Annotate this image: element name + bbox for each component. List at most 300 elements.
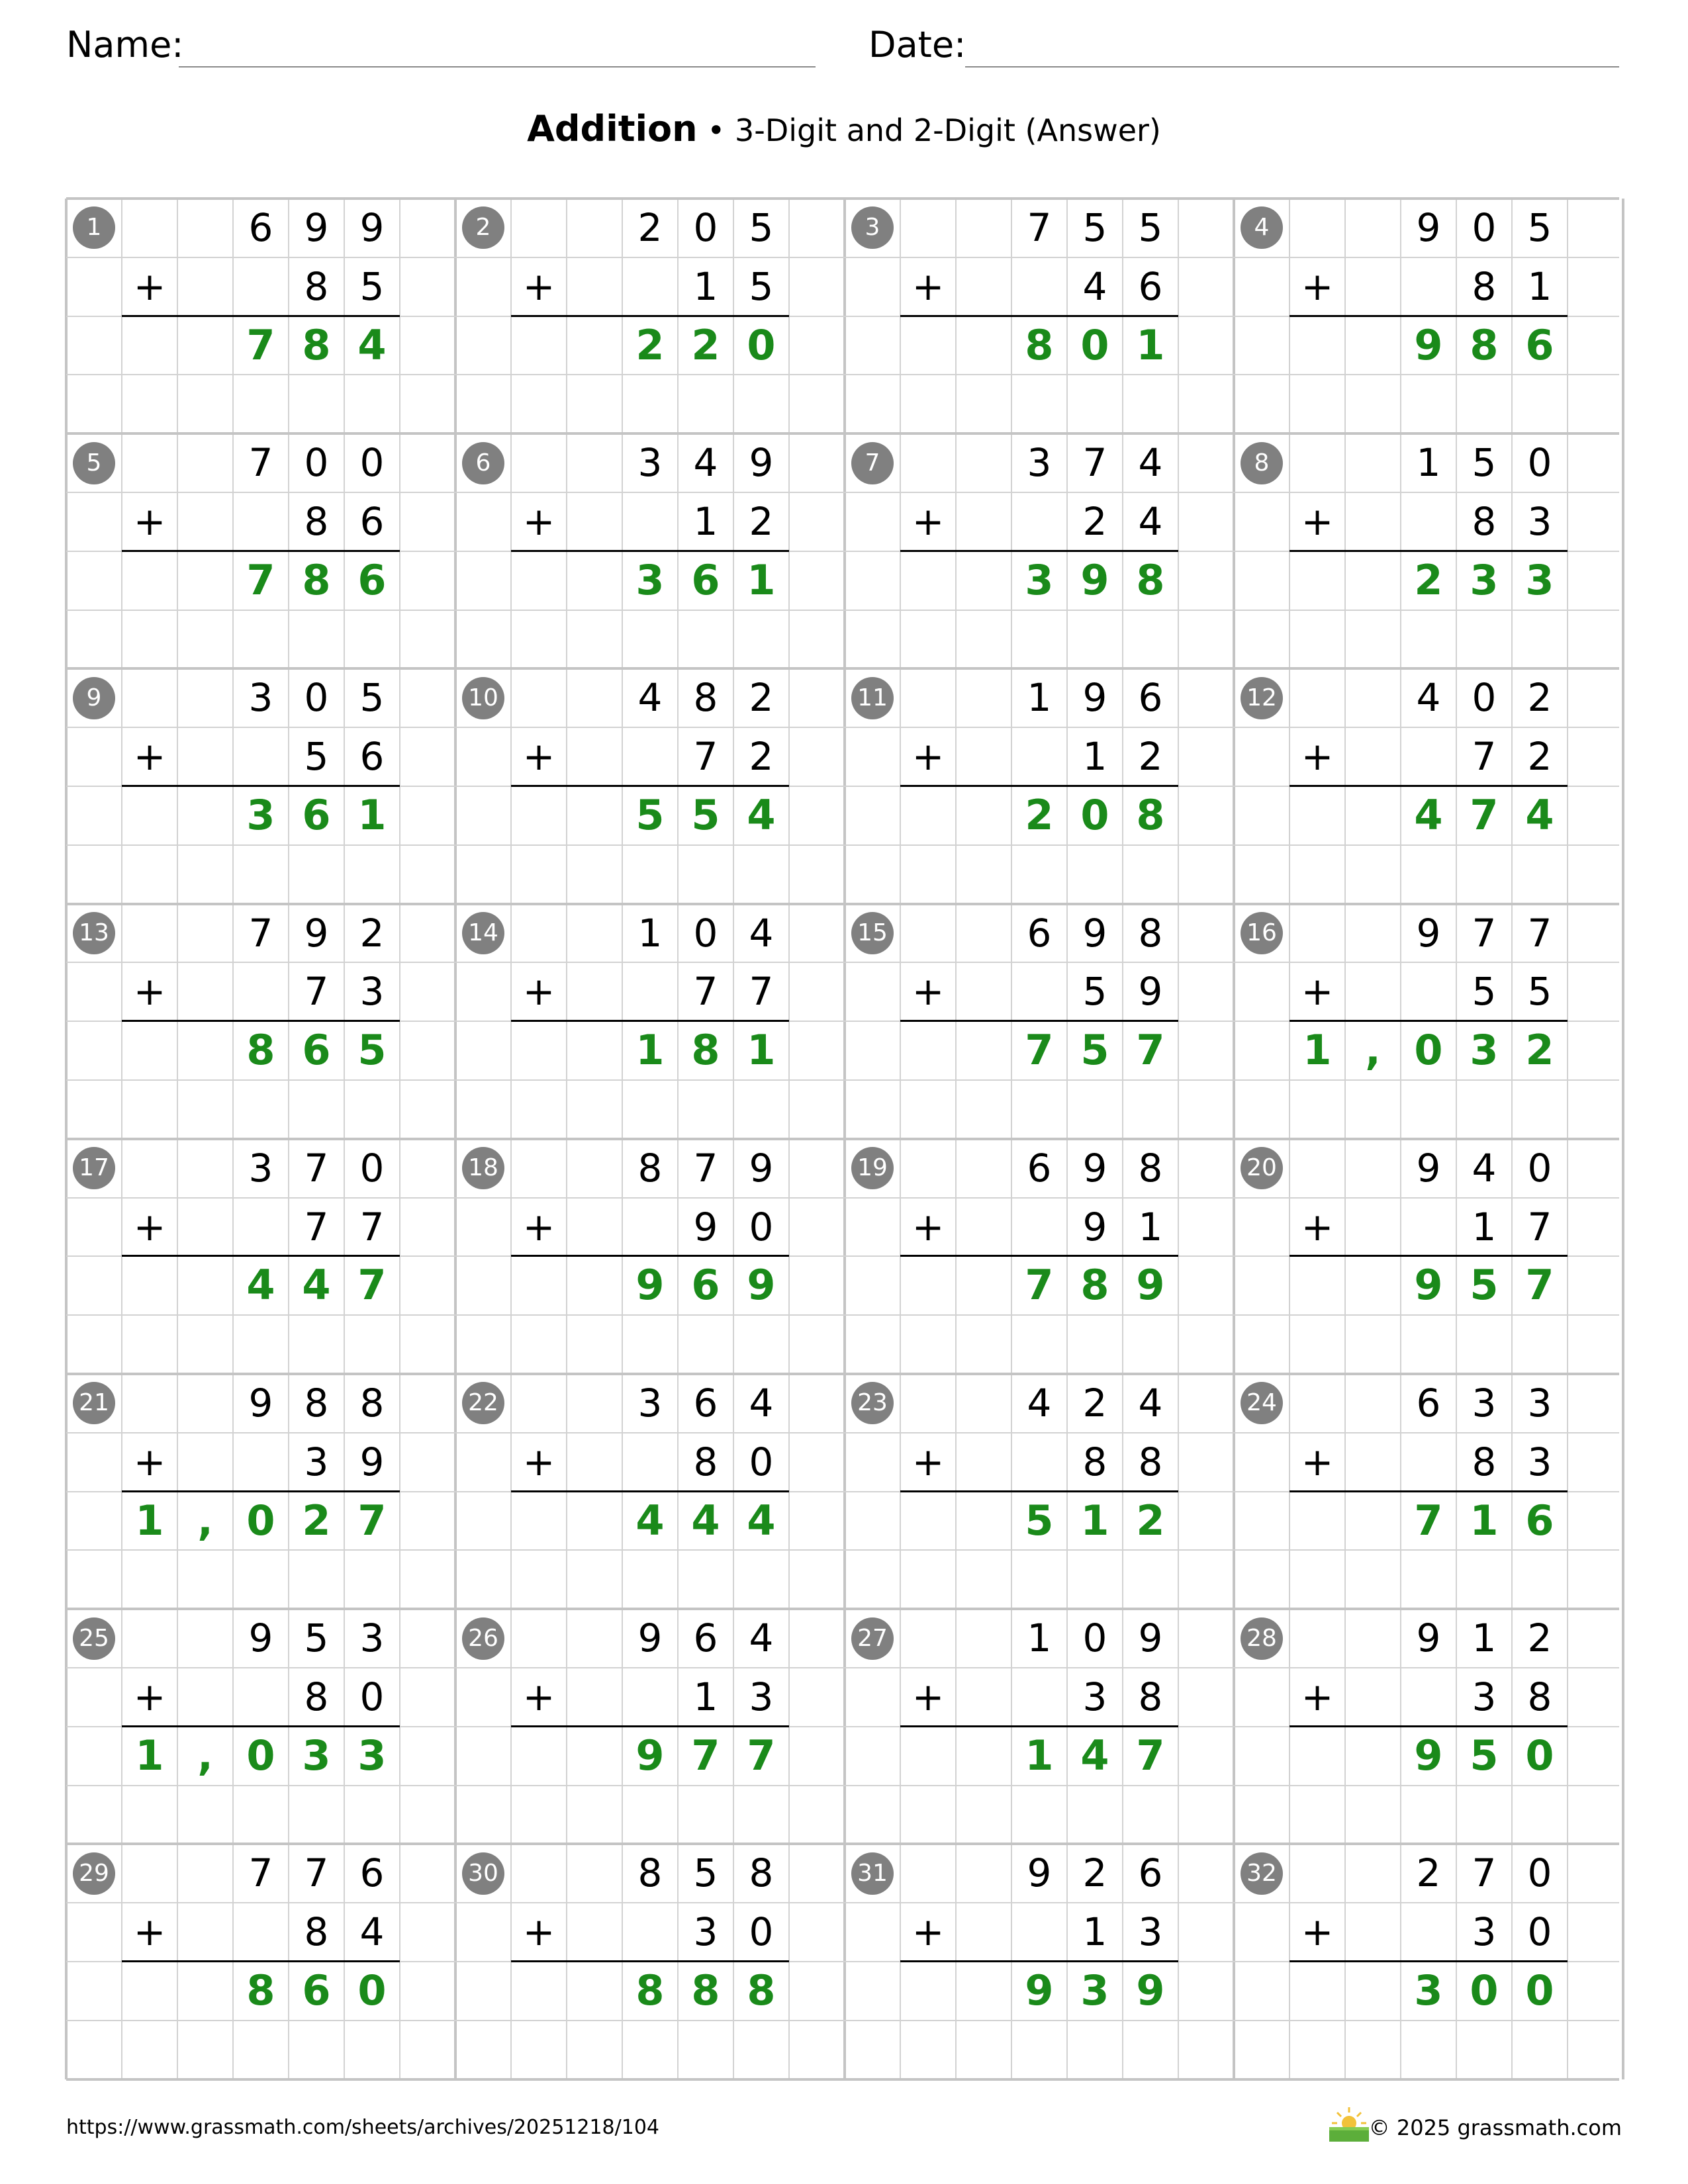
problem-8 bbox=[1234, 433, 1623, 668]
answer-digit: 1 bbox=[1470, 1496, 1499, 1545]
problem-5 bbox=[66, 433, 455, 668]
bottom-digit: 2 bbox=[1527, 734, 1552, 780]
answer-digit: 0 bbox=[357, 1966, 387, 2015]
problem-27 bbox=[845, 1609, 1234, 1844]
top-digit: 4 bbox=[1138, 440, 1163, 486]
top-digit: 2 bbox=[637, 205, 663, 250]
top-digit: 5 bbox=[1527, 205, 1552, 250]
problem-number-badge: 17 bbox=[73, 1147, 115, 1189]
bottom-digit: 6 bbox=[1138, 263, 1163, 309]
date-label: Date: bbox=[868, 24, 966, 66]
answer-digit: 9 bbox=[747, 1261, 776, 1310]
bottom-digit: 8 bbox=[304, 1909, 329, 1955]
plus-sign: + bbox=[522, 1204, 555, 1250]
problem-30 bbox=[455, 1844, 845, 2079]
plus-sign: + bbox=[522, 969, 555, 1015]
answer-digit: 4 bbox=[1080, 1731, 1109, 1780]
top-digit: 6 bbox=[1138, 1850, 1163, 1896]
top-digit: 5 bbox=[1082, 205, 1107, 250]
answer-digit: 9 bbox=[635, 1261, 665, 1310]
top-digit: 8 bbox=[359, 1381, 385, 1426]
answer-digit: 6 bbox=[691, 1261, 720, 1310]
bottom-digit: 3 bbox=[1527, 498, 1552, 544]
answer-digit: 8 bbox=[635, 1966, 665, 2015]
bottom-digit: 8 bbox=[1082, 1439, 1107, 1484]
answer-digit: 0 bbox=[1080, 790, 1109, 839]
problem-22 bbox=[455, 1374, 845, 1609]
bottom-digit: 7 bbox=[304, 1204, 329, 1250]
answer-digit: 7 bbox=[1136, 1731, 1165, 1780]
answer-digit: 7 bbox=[1025, 1261, 1054, 1310]
top-digit: 6 bbox=[693, 1615, 718, 1661]
answer-digit: 5 bbox=[635, 790, 665, 839]
bottom-digit: 1 bbox=[693, 1674, 718, 1719]
bottom-digit: 8 bbox=[693, 1439, 718, 1484]
bottom-digit: 0 bbox=[359, 1674, 385, 1719]
top-digit: 7 bbox=[248, 910, 273, 956]
answer-digit: 9 bbox=[635, 1731, 665, 1780]
problem-13 bbox=[66, 904, 455, 1139]
bottom-digit: 3 bbox=[1138, 1909, 1163, 1955]
top-digit: 6 bbox=[359, 1850, 385, 1896]
answer-digit: 7 bbox=[691, 1731, 720, 1780]
top-digit: 0 bbox=[304, 440, 329, 486]
answer-digit: 6 bbox=[1525, 1496, 1554, 1545]
answer-digit: 6 bbox=[691, 555, 720, 604]
problem-26 bbox=[455, 1609, 845, 1844]
date-line[interactable] bbox=[965, 66, 1619, 68]
problem-grid bbox=[66, 199, 1619, 2079]
problem-number-badge: 8 bbox=[1241, 442, 1283, 484]
top-digit: 7 bbox=[1472, 910, 1497, 956]
plus-sign: + bbox=[133, 734, 166, 780]
answer-digit: 9 bbox=[1136, 1261, 1165, 1310]
problem-10 bbox=[455, 668, 845, 903]
top-digit: 3 bbox=[637, 1381, 663, 1426]
bottom-digit: 7 bbox=[1527, 1204, 1552, 1250]
plus-sign: + bbox=[912, 1439, 945, 1484]
problem-6 bbox=[455, 433, 845, 668]
bottom-digit: 6 bbox=[359, 734, 385, 780]
top-digit: 2 bbox=[359, 910, 385, 956]
answer-digit: 2 bbox=[1136, 1496, 1165, 1545]
plus-sign: + bbox=[133, 969, 166, 1015]
top-digit: 0 bbox=[1527, 1850, 1552, 1896]
answer-digit: 3 bbox=[1080, 1966, 1109, 2015]
problem-11 bbox=[845, 668, 1234, 903]
bottom-digit: 1 bbox=[1138, 1204, 1163, 1250]
name-line[interactable] bbox=[179, 66, 816, 68]
footer-url: https://www.grassmath.com/sheets/archives/20251218/104 bbox=[66, 2116, 660, 2139]
title-main: Addition bbox=[527, 108, 698, 150]
problem-1 bbox=[66, 199, 455, 433]
answer-digit: 3 bbox=[302, 1731, 331, 1780]
top-digit: 0 bbox=[1527, 440, 1552, 486]
top-digit: 0 bbox=[1527, 1145, 1552, 1191]
bottom-digit: 8 bbox=[1527, 1674, 1552, 1719]
answer-digit: 9 bbox=[1025, 1966, 1054, 2015]
plus-sign: + bbox=[912, 1909, 945, 1955]
top-digit: 1 bbox=[1416, 440, 1441, 486]
problem-24 bbox=[1234, 1374, 1623, 1609]
answer-digit: 8 bbox=[1080, 1261, 1109, 1310]
top-digit: 3 bbox=[359, 1615, 385, 1661]
top-digit: 8 bbox=[637, 1145, 663, 1191]
bottom-digit: 9 bbox=[359, 1439, 385, 1484]
top-digit: 5 bbox=[749, 205, 774, 250]
answer-digit: 0 bbox=[246, 1496, 275, 1545]
plus-sign: + bbox=[133, 1439, 166, 1484]
top-digit: 6 bbox=[1416, 1381, 1441, 1426]
plus-sign: + bbox=[522, 498, 555, 544]
top-digit: 4 bbox=[1138, 1381, 1163, 1426]
grassmath-logo-icon bbox=[1327, 2103, 1372, 2143]
answer-digit: 5 bbox=[1470, 1731, 1499, 1780]
bottom-digit: 8 bbox=[1472, 498, 1497, 544]
top-digit: 1 bbox=[637, 910, 663, 956]
bottom-digit: 3 bbox=[693, 1909, 718, 1955]
answer-digit: 9 bbox=[1080, 555, 1109, 604]
answer-digit: 8 bbox=[691, 1026, 720, 1075]
top-digit: 4 bbox=[637, 675, 663, 721]
plus-sign: + bbox=[912, 969, 945, 1015]
problem-number-badge: 19 bbox=[851, 1147, 894, 1189]
top-digit: 9 bbox=[749, 440, 774, 486]
bottom-digit: 5 bbox=[304, 734, 329, 780]
answer-digit: 7 bbox=[1136, 1026, 1165, 1075]
answer-digit: 7 bbox=[246, 320, 275, 369]
top-digit: 7 bbox=[693, 1145, 718, 1191]
top-digit: 9 bbox=[304, 910, 329, 956]
answer-digit: 2 bbox=[691, 320, 720, 369]
problem-number-badge: 15 bbox=[851, 912, 894, 954]
bottom-digit: 7 bbox=[749, 969, 774, 1015]
problem-19 bbox=[845, 1139, 1234, 1374]
bottom-digit: 9 bbox=[693, 1204, 718, 1250]
plus-sign: + bbox=[1301, 1909, 1334, 1955]
answer-digit: 4 bbox=[302, 1261, 331, 1310]
problem-number-badge: 30 bbox=[462, 1852, 504, 1895]
top-digit: 5 bbox=[1138, 205, 1163, 250]
answer-digit: 3 bbox=[246, 790, 275, 839]
bottom-digit: 5 bbox=[749, 263, 774, 309]
top-digit: 3 bbox=[1527, 1381, 1552, 1426]
top-digit: 5 bbox=[1472, 440, 1497, 486]
problem-number-badge: 5 bbox=[73, 442, 115, 484]
bottom-digit: 5 bbox=[359, 263, 385, 309]
bottom-digit: 3 bbox=[1082, 1674, 1107, 1719]
answer-digit: 5 bbox=[1080, 1026, 1109, 1075]
bottom-digit: 7 bbox=[359, 1204, 385, 1250]
answer-digit: 6 bbox=[357, 555, 387, 604]
problem-number-badge: 25 bbox=[73, 1617, 115, 1660]
answer-digit: 8 bbox=[302, 320, 331, 369]
plus-sign: + bbox=[1301, 969, 1334, 1015]
bottom-digit: 0 bbox=[749, 1909, 774, 1955]
bottom-digit: 2 bbox=[1082, 498, 1107, 544]
top-digit: 9 bbox=[248, 1381, 273, 1426]
answer-digit: 9 bbox=[1136, 1966, 1165, 2015]
top-digit: 0 bbox=[359, 440, 385, 486]
answer-digit: 0 bbox=[1470, 1966, 1499, 2015]
problem-number-badge: 9 bbox=[73, 677, 115, 719]
top-digit: 7 bbox=[1472, 1850, 1497, 1896]
answer-digit: 9 bbox=[1414, 1731, 1443, 1780]
problem-number-badge: 4 bbox=[1241, 206, 1283, 249]
plus-sign: + bbox=[1301, 734, 1334, 780]
answer-digit: 5 bbox=[1470, 1261, 1499, 1310]
answer-comma: , bbox=[197, 1496, 213, 1545]
top-digit: 9 bbox=[1416, 205, 1441, 250]
answer-digit: 3 bbox=[357, 1731, 387, 1780]
answer-digit: 9 bbox=[1414, 320, 1443, 369]
problem-number-badge: 28 bbox=[1241, 1617, 1283, 1660]
top-digit: 9 bbox=[1027, 1850, 1052, 1896]
top-digit: 8 bbox=[1138, 910, 1163, 956]
plus-sign: + bbox=[1301, 1439, 1334, 1484]
top-digit: 2 bbox=[1416, 1850, 1441, 1896]
plus-sign: + bbox=[1301, 1204, 1334, 1250]
problem-2 bbox=[455, 199, 845, 433]
answer-digit: 0 bbox=[747, 320, 776, 369]
answer-digit: 0 bbox=[1525, 1731, 1554, 1780]
answer-digit: 2 bbox=[635, 320, 665, 369]
bottom-digit: 7 bbox=[693, 734, 718, 780]
bottom-digit: 0 bbox=[749, 1204, 774, 1250]
problem-7 bbox=[845, 433, 1234, 668]
answer-digit: 1 bbox=[635, 1026, 665, 1075]
problem-12 bbox=[1234, 668, 1623, 903]
problem-number-badge: 2 bbox=[462, 206, 504, 249]
bottom-digit: 3 bbox=[1472, 1674, 1497, 1719]
bottom-digit: 8 bbox=[304, 498, 329, 544]
plus-sign: + bbox=[522, 734, 555, 780]
answer-digit: 1 bbox=[1136, 320, 1165, 369]
problem-number-badge: 14 bbox=[462, 912, 504, 954]
answer-digit: 4 bbox=[747, 1496, 776, 1545]
answer-digit: 8 bbox=[1025, 320, 1054, 369]
answer-digit: 4 bbox=[1525, 790, 1554, 839]
plus-sign: + bbox=[912, 498, 945, 544]
top-digit: 9 bbox=[1082, 675, 1107, 721]
answer-digit: 7 bbox=[357, 1496, 387, 1545]
bottom-digit: 9 bbox=[1138, 969, 1163, 1015]
answer-digit: 6 bbox=[302, 1966, 331, 2015]
answer-digit: 4 bbox=[747, 790, 776, 839]
bottom-digit: 0 bbox=[1527, 1909, 1552, 1955]
plus-sign: + bbox=[1301, 1674, 1334, 1719]
answer-digit: 7 bbox=[1470, 790, 1499, 839]
answer-digit: 5 bbox=[691, 790, 720, 839]
bottom-digit: 1 bbox=[1082, 1909, 1107, 1955]
answer-digit: 1 bbox=[135, 1731, 164, 1780]
bottom-digit: 2 bbox=[749, 498, 774, 544]
top-digit: 3 bbox=[248, 1145, 273, 1191]
top-digit: 8 bbox=[637, 1850, 663, 1896]
answer-digit: 8 bbox=[691, 1966, 720, 2015]
problem-21 bbox=[66, 1374, 455, 1609]
top-digit: 4 bbox=[749, 1381, 774, 1426]
top-digit: 9 bbox=[304, 205, 329, 250]
top-digit: 9 bbox=[1416, 910, 1441, 956]
top-digit: 3 bbox=[637, 440, 663, 486]
top-digit: 6 bbox=[248, 205, 273, 250]
problem-number-badge: 29 bbox=[73, 1852, 115, 1895]
bottom-digit: 4 bbox=[1138, 498, 1163, 544]
answer-digit: 8 bbox=[246, 1026, 275, 1075]
top-digit: 4 bbox=[1416, 675, 1441, 721]
plus-sign: + bbox=[133, 1674, 166, 1719]
problem-number-badge: 10 bbox=[462, 677, 504, 719]
plus-sign: + bbox=[133, 263, 166, 309]
top-digit: 2 bbox=[749, 675, 774, 721]
plus-sign: + bbox=[1301, 498, 1334, 544]
top-digit: 3 bbox=[1027, 440, 1052, 486]
worksheet-title bbox=[0, 106, 1688, 154]
top-digit: 9 bbox=[1082, 1145, 1107, 1191]
answer-digit: 7 bbox=[1025, 1026, 1054, 1075]
problem-16 bbox=[1234, 904, 1623, 1139]
problem-number-badge: 20 bbox=[1241, 1147, 1283, 1189]
answer-digit: 8 bbox=[1136, 555, 1165, 604]
bottom-digit: 7 bbox=[693, 969, 718, 1015]
top-digit: 9 bbox=[1416, 1145, 1441, 1191]
answer-digit: 3 bbox=[1414, 1966, 1443, 2015]
answer-digit: 0 bbox=[1080, 320, 1109, 369]
bottom-digit: 8 bbox=[1472, 263, 1497, 309]
bottom-digit: 5 bbox=[1472, 969, 1497, 1015]
answer-digit: 4 bbox=[691, 1496, 720, 1545]
plus-sign: + bbox=[133, 1204, 166, 1250]
answer-digit: 1 bbox=[1025, 1731, 1054, 1780]
problem-4 bbox=[1234, 199, 1623, 433]
bottom-digit: 9 bbox=[1082, 1204, 1107, 1250]
answer-comma: , bbox=[197, 1731, 213, 1780]
problem-9 bbox=[66, 668, 455, 903]
bottom-digit: 5 bbox=[1082, 969, 1107, 1015]
top-digit: 3 bbox=[248, 675, 273, 721]
bottom-digit: 1 bbox=[1527, 263, 1552, 309]
top-digit: 9 bbox=[749, 1145, 774, 1191]
top-digit: 7 bbox=[304, 1145, 329, 1191]
answer-digit: 7 bbox=[357, 1261, 387, 1310]
top-digit: 2 bbox=[1527, 675, 1552, 721]
bottom-digit: 0 bbox=[749, 1439, 774, 1484]
bottom-digit: 6 bbox=[359, 498, 385, 544]
problem-number-badge: 31 bbox=[851, 1852, 894, 1895]
bottom-digit: 1 bbox=[693, 498, 718, 544]
top-digit: 5 bbox=[693, 1850, 718, 1896]
bottom-digit: 1 bbox=[1082, 734, 1107, 780]
answer-digit: 6 bbox=[302, 1026, 331, 1075]
top-digit: 7 bbox=[1082, 440, 1107, 486]
answer-digit: 9 bbox=[1414, 1261, 1443, 1310]
problem-14 bbox=[455, 904, 845, 1139]
top-digit: 6 bbox=[1027, 1145, 1052, 1191]
top-digit: 6 bbox=[1138, 675, 1163, 721]
top-digit: 0 bbox=[359, 1145, 385, 1191]
problem-28 bbox=[1234, 1609, 1623, 1844]
problem-number-badge: 12 bbox=[1241, 677, 1283, 719]
top-digit: 3 bbox=[1472, 1381, 1497, 1426]
bottom-digit: 3 bbox=[1472, 1909, 1497, 1955]
title-subtitle: 3-Digit and 2-Digit (Answer) bbox=[734, 113, 1161, 148]
top-digit: 0 bbox=[693, 205, 718, 250]
problem-number-badge: 1 bbox=[73, 206, 115, 249]
problem-17 bbox=[66, 1139, 455, 1374]
plus-sign: + bbox=[522, 1674, 555, 1719]
top-digit: 7 bbox=[1027, 205, 1052, 250]
problem-32 bbox=[1234, 1844, 1623, 2079]
problem-31 bbox=[845, 1844, 1234, 2079]
answer-digit: 2 bbox=[1414, 555, 1443, 604]
answer-digit: 1 bbox=[135, 1496, 164, 1545]
bottom-digit: 4 bbox=[359, 1909, 385, 1955]
top-digit: 0 bbox=[1472, 675, 1497, 721]
top-digit: 2 bbox=[1082, 1381, 1107, 1426]
top-digit: 4 bbox=[1027, 1381, 1052, 1426]
answer-digit: 3 bbox=[1025, 555, 1054, 604]
problem-number-badge: 21 bbox=[73, 1382, 115, 1424]
answer-digit: 1 bbox=[747, 555, 776, 604]
problem-number-badge: 6 bbox=[462, 442, 504, 484]
answer-digit: 1 bbox=[357, 790, 387, 839]
top-digit: 4 bbox=[693, 440, 718, 486]
bottom-digit: 8 bbox=[1138, 1674, 1163, 1719]
bottom-digit: 2 bbox=[749, 734, 774, 780]
top-digit: 8 bbox=[693, 675, 718, 721]
footer-copyright: © 2025 grassmath.com bbox=[1368, 2115, 1622, 2140]
problem-20 bbox=[1234, 1139, 1623, 1374]
top-digit: 7 bbox=[248, 1850, 273, 1896]
top-digit: 9 bbox=[637, 1615, 663, 1661]
top-digit: 9 bbox=[1416, 1615, 1441, 1661]
answer-digit: 1 bbox=[747, 1026, 776, 1075]
answer-digit: 3 bbox=[1470, 1026, 1499, 1075]
top-digit: 1 bbox=[1027, 675, 1052, 721]
top-digit: 8 bbox=[1138, 1145, 1163, 1191]
bottom-digit: 3 bbox=[1527, 1439, 1552, 1484]
bottom-digit: 2 bbox=[1138, 734, 1163, 780]
problem-29 bbox=[66, 1844, 455, 2079]
problem-number-badge: 11 bbox=[851, 677, 894, 719]
problem-number-badge: 13 bbox=[73, 912, 115, 954]
problem-18 bbox=[455, 1139, 845, 1374]
bottom-digit: 7 bbox=[304, 969, 329, 1015]
bottom-digit: 3 bbox=[304, 1439, 329, 1484]
bottom-digit: 8 bbox=[1472, 1439, 1497, 1484]
problem-number-badge: 32 bbox=[1241, 1852, 1283, 1895]
problem-15 bbox=[845, 904, 1234, 1139]
plus-sign: + bbox=[133, 1909, 166, 1955]
top-digit: 5 bbox=[359, 675, 385, 721]
problem-3 bbox=[845, 199, 1234, 433]
top-digit: 4 bbox=[1472, 1145, 1497, 1191]
bottom-digit: 7 bbox=[1472, 734, 1497, 780]
answer-digit: 4 bbox=[1414, 790, 1443, 839]
bottom-digit: 3 bbox=[359, 969, 385, 1015]
problem-number-badge: 22 bbox=[462, 1382, 504, 1424]
bottom-digit: 1 bbox=[1472, 1204, 1497, 1250]
problem-number-badge: 3 bbox=[851, 206, 894, 249]
answer-digit: 0 bbox=[246, 1731, 275, 1780]
top-digit: 4 bbox=[749, 910, 774, 956]
top-digit: 6 bbox=[1027, 910, 1052, 956]
problem-25 bbox=[66, 1609, 455, 1844]
top-digit: 9 bbox=[248, 1615, 273, 1661]
top-digit: 2 bbox=[1082, 1850, 1107, 1896]
top-digit: 0 bbox=[1472, 205, 1497, 250]
